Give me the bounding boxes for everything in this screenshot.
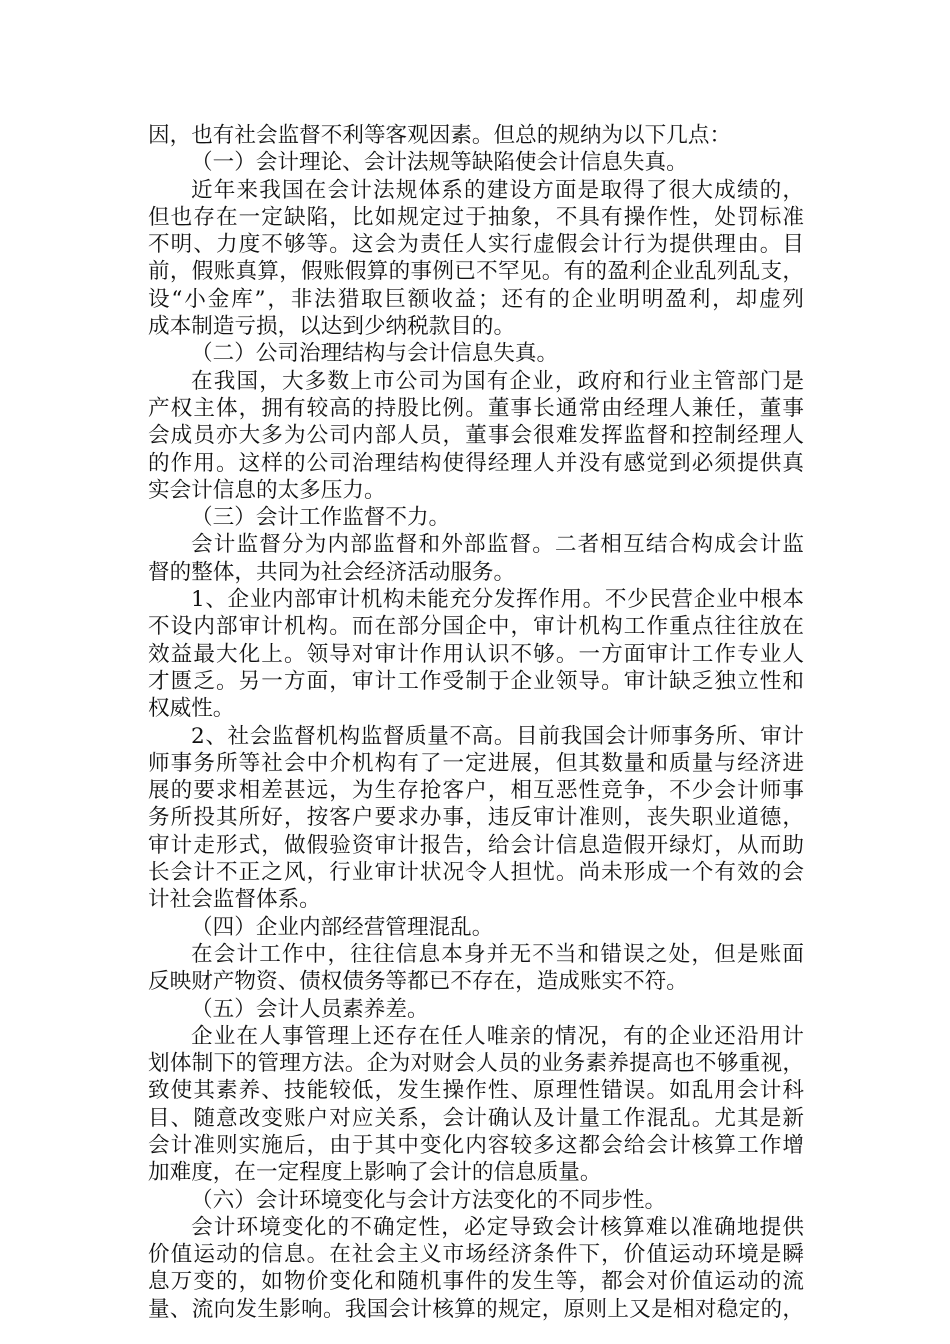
- text-line: 成本制造亏损，以达到少纳税款目的。: [148, 314, 516, 340]
- text-line: 长会计不正之风，行业审计状况令人担忧。尚未形成一个有效的会: [148, 860, 804, 886]
- text-line: 计社会监督体系。: [148, 887, 321, 913]
- text-line: 划体制下的管理方法。企为对财会人员的业务素养提高也不够重视，: [148, 1051, 804, 1077]
- text-line: 设“小金库”，非法猎取巨额收益；还有的企业明明盈利，却虚列: [148, 286, 804, 312]
- text-line: 权威性。: [148, 696, 235, 722]
- text-line: 务所投其所好，按客户要求办事，违反审计准则，丧失职业道德，: [148, 805, 804, 831]
- text-line: （四）企业内部经营管理混乱。: [191, 914, 494, 940]
- text-line: 不设内部审计机构。而在部分国企中，审计机构工作重点往往放在: [148, 614, 804, 640]
- text-line: 加难度，在一定程度上影响了会计的信息质量。: [148, 1160, 602, 1186]
- text-line: 2、社会监督机构监督质量不高。目前我国会计师事务所、审计: [191, 723, 804, 749]
- text-line: 致使其素养、技能较低，发生操作性、原理性错误。如乱用会计科: [148, 1078, 804, 1104]
- text-line: 近年来我国在会计法规体系的建设方面是取得了很大成绩的，: [191, 177, 804, 203]
- text-line: 在会计工作中，往往信息本身并无不当和错误之处，但是账面: [191, 941, 804, 967]
- text-line: 价值运动的信息。在社会主义市场经济条件下，价值运动环境是瞬: [148, 1242, 804, 1268]
- text-line: 前，假账真算，假账假算的事例已不罕见。有的盈利企业乱列乱支，: [148, 259, 804, 285]
- text-line: 反映财产物资、债权债务等都已不存在，造成账实不符。: [148, 969, 688, 995]
- text-line: 会计环境变化的不确定性，必定导致会计核算难以准确地提供: [191, 1214, 804, 1240]
- text-line: 会计监督分为内部监督和外部监督。二者相互结合构成会计监: [191, 532, 804, 558]
- text-line: 不明、力度不够等。这会为责任人实行虚假会计行为提供理由。目: [148, 232, 804, 258]
- text-line: 息万变的，如物价变化和随机事件的发生等，都会对价值运动的流: [148, 1269, 804, 1295]
- text-line: （三）会计工作监督不力。: [191, 505, 451, 531]
- text-line: （二）公司治理结构与会计信息失真。: [191, 341, 559, 367]
- text-line: 产权主体，拥有较高的持股比例。董事长通常由经理人兼任，董事: [148, 395, 804, 421]
- text-line: 会成员亦大多为公司内部人员，董事会很难发挥监督和控制经理人: [148, 423, 804, 449]
- text-line: 但也存在一定缺陷，比如规定过于抽象，不具有操作性，处罚标准: [148, 204, 804, 230]
- text-line: 展的要求相差甚远，为生存抢客户，相互恶性竞争，不少会计师事: [148, 778, 804, 804]
- text-line: 审计走形式，做假验资审计报告，给会计信息造假开绿灯，从而助: [148, 832, 804, 858]
- text-line: 的作用。这样的公司治理结构使得经理人并没有感觉到必须提供真: [148, 450, 804, 476]
- text-line: 在我国，大多数上市公司为国有企业，政府和行业主管部门是: [191, 368, 804, 394]
- document-body: [148, 122, 804, 1323]
- text-line: 效益最大化上。领导对审计作用认识不够。一方面审计工作专业人: [148, 641, 804, 667]
- text-line: 才匮乏。另一方面，审计工作受制于企业领导。审计缺乏独立性和: [148, 668, 804, 694]
- text-line: 目、随意改变账户对应关系，会计确认及计量工作混乱。尤其是新: [148, 1105, 804, 1131]
- text-line: 因，也有社会监督不利等客观因素。但总的规纳为以下几点：: [148, 123, 732, 148]
- text-line: 督的整体，共同为社会经济活动服务。: [148, 559, 516, 585]
- text-line: 实会计信息的太多压力。: [148, 477, 386, 503]
- text-line: （五）会计人员素养差。: [191, 996, 429, 1022]
- text-line: 会计准则实施后，由于其中变化内容较多这都会给会计核算工作增: [148, 1132, 804, 1158]
- text-line: 量、流向发生影响。我国会计核算的规定，原则上又是相对稳定的，: [148, 1296, 804, 1322]
- text-line: （一）会计理论、会计法规等缺陷使会计信息失真。: [191, 150, 688, 176]
- text-line: （六）会计环境变化与会计方法变化的不同步性。: [191, 1187, 667, 1213]
- text-line: 师事务所等社会中介机构有了一定进展，但其数量和质量与经济进: [148, 750, 804, 776]
- text-line: 企业在人事管理上还存在任人唯亲的情况，有的企业还沿用计: [191, 1023, 804, 1049]
- text-line: 1、企业内部审计机构未能充分发挥作用。不少民营企业中根本: [191, 587, 804, 613]
